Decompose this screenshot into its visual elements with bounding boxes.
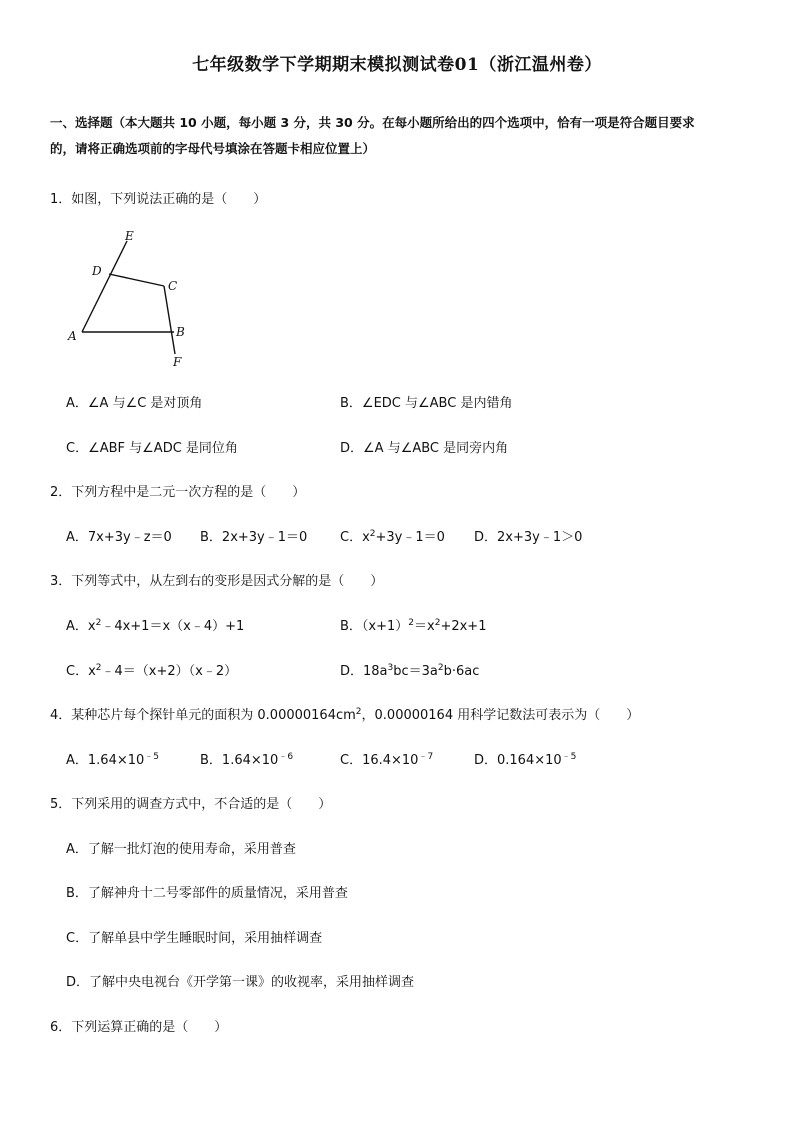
label-b: B [176,325,185,339]
option-c[interactable]: C．∠ABF 与∠ADC 是同位角 [66,441,238,456]
option-text: C．x [340,530,370,545]
exponent: 2 [95,618,102,628]
exponent: 2 [369,529,376,539]
option-d[interactable]: D．2x+3y﹣1＞0 [474,530,583,545]
option-text: ＝x [414,619,435,634]
label-e: E [125,229,134,243]
option-text: ﹣4x+1＝x（x﹣4）+1 [101,619,245,634]
label-a: A [68,329,77,343]
option-text: C．16.4×10 [340,753,419,768]
label-d: D [92,264,102,278]
option-text: B．（x+1） [340,619,409,634]
option-b[interactable]: B．了解神舟十二号零部件的质量情况，采用普查 [66,886,348,901]
option-a[interactable] [66,615,244,634]
section-heading-line: 的，请将正确选项前的字母代号填涂在答题卡相应位置上） [50,141,376,156]
option-text: C．x [66,664,96,679]
exponent: ﹣7 [418,752,434,762]
option-d[interactable] [474,749,576,768]
question-5-stem: 5．下列采用的调查方式中，不合适的是（ ） [50,797,332,812]
question-6-stem: 6．下列运算正确的是（ ） [50,1020,228,1035]
question-4-stem [50,704,639,723]
option-text: +2x+1 [440,619,487,634]
stem-text: 4．某种芯片每个探针单元的面积为 0.00000164cm [50,708,356,723]
exponent: 2 [95,663,102,673]
option-text: A．1.64×10 [66,753,145,768]
label-f: F [173,355,182,369]
option-d[interactable] [340,660,479,679]
option-text: b·6ac [443,664,480,679]
option-a[interactable]: A．7x+3y﹣z＝0 [66,530,172,545]
section-heading [50,110,750,162]
option-c[interactable]: C．了解单县中学生睡眠时间，采用抽样调查 [66,931,323,946]
exponent: 2 [408,618,415,628]
option-c[interactable] [340,526,445,545]
stem-text: ，0.00000164 用科学记数法可表示为（ ） [361,708,640,723]
page-title: 七年级数学下学期期末模拟测试卷01（浙江温州卷） [192,55,602,75]
option-text: +3y﹣1＝0 [375,530,445,545]
option-a[interactable]: A．了解一批灯泡的使用寿命，采用普查 [66,842,296,857]
option-c[interactable] [66,660,237,679]
line-cf [164,286,175,354]
segment-dc [109,274,164,286]
option-text: A．x [66,619,96,634]
option-c[interactable] [340,749,433,768]
question-1-stem: 1．如图，下列说法正确的是（ ） [50,192,267,207]
option-b[interactable] [200,749,293,768]
option-text: B．1.64×10 [200,753,279,768]
option-b[interactable]: B．∠EDC 与∠ABC 是内错角 [340,396,513,411]
exponent: 3 [387,663,394,673]
option-b[interactable]: B．2x+3y﹣1＝0 [200,530,308,545]
section-heading-line: 一、选择题（本大题共 10 小题，每小题 3 分，共 30 分。在每小题所给出的四个选项中，恰有一项是符合题目要求 [50,115,695,130]
label-c: C [168,279,178,293]
option-text: D．0.164×10 [474,753,562,768]
exponent: 2 [437,663,444,673]
option-a[interactable]: A．∠A 与∠C 是对顶角 [66,396,203,411]
option-a[interactable] [66,749,159,768]
exponent: ﹣5 [144,752,160,762]
line-ae [82,241,127,332]
question-2-stem: 2．下列方程中是二元一次方程的是（ ） [50,485,306,500]
question-3-stem: 3．下列等式中，从左到右的变形是因式分解的是（ ） [50,574,384,589]
option-d[interactable]: D．∠A 与∠ABC 是同旁内角 [340,441,509,456]
exponent: 2 [355,707,362,717]
option-b[interactable] [340,615,486,634]
question-1-figure [62,226,202,376]
exponent: ﹣5 [561,752,577,762]
option-text: ﹣4＝（x+2）（x﹣2） [101,664,238,679]
option-text: D．18a [340,664,388,679]
option-d[interactable]: D．了解中央电视台《开学第一课》的收视率，采用抽样调查 [66,975,415,990]
exponent: 2 [434,618,441,628]
option-text: bc＝3a [393,664,438,679]
exponent: ﹣6 [278,752,294,762]
